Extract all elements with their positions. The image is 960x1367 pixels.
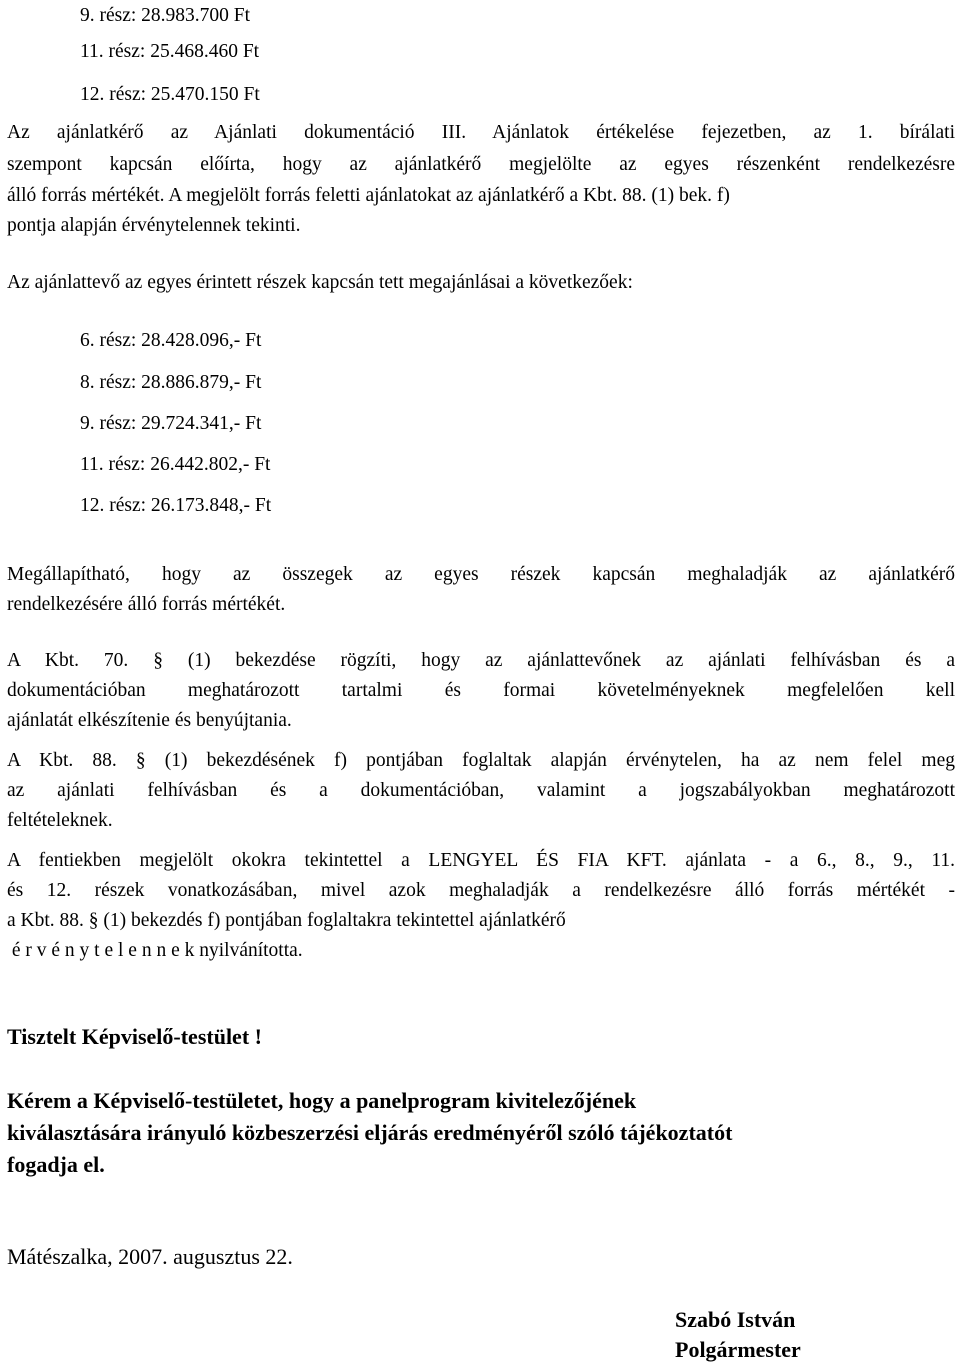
part-price-line: 9. rész: 28.983.700 Ft	[80, 5, 251, 26]
paragraph-line: szempont kapcsán előírta, hogy az ajánlatkérő megjelölte az egyes részenként rendelkezésre	[7, 154, 955, 175]
paragraph-line: pontja alapján érvénytelennek tekinti.	[7, 215, 301, 236]
offer-line: 11. rész: 26.442.802,- Ft	[80, 454, 271, 475]
offer-line: 9. rész: 29.724.341,- Ft	[80, 413, 262, 434]
signature-name: Szabó István	[675, 1307, 796, 1332]
request-line: Kérem a Képviselő-testületet, hogy a panelprogram kivitelezőjének	[7, 1088, 637, 1113]
paragraph-line: rendelkezésére álló forrás mértékét.	[7, 594, 286, 615]
paragraph-line: és 12. részek vonatkozásában, mivel azok meghaladják a rendelkezésre álló forrás mértékét -	[7, 880, 955, 901]
paragraph-line: Az ajánlattevő az egyes érintett részek kapcsán tett megajánlásai a következőek:	[7, 272, 633, 293]
request-line: fogadja el.	[7, 1152, 105, 1177]
offer-line: 8. rész: 28.886.879,- Ft	[80, 372, 262, 393]
paragraph-line: dokumentációban meghatározott tartalmi és formai követelményeknek megfelelően kell	[7, 680, 955, 701]
paragraph-line: Megállapítható, hogy az összegek az egyes részek kapcsán meghaladják az ajánlatkérő	[7, 564, 955, 585]
part-price-line: 11. rész: 25.468.460 Ft	[80, 41, 260, 62]
offer-line: 6. rész: 28.428.096,- Ft	[80, 330, 262, 351]
place-date: Mátészalka, 2007. augusztus 22.	[7, 1244, 293, 1269]
part-price-line: 12. rész: 25.470.150 Ft	[80, 84, 260, 105]
paragraph-line: A Kbt. 70. § (1) bekezdése rögzíti, hogy az ajánlattevőnek az ajánlati felhívásban és a	[7, 650, 955, 671]
paragraph-line: az ajánlati felhívásban és a dokumentációban, valamint a jogszabályokban meghatározott	[7, 780, 955, 801]
offer-line: 12. rész: 26.173.848,- Ft	[80, 495, 272, 516]
paragraph-line: Az ajánlatkérő az Ajánlati dokumentáció III. Ajánlatok értékelése fejezetben, az 1. bírálati	[7, 122, 955, 143]
paragraph-line: feltételeknek.	[7, 810, 113, 831]
paragraph-line: A Kbt. 88. § (1) bekezdésének f) pontjában foglaltak alapján érvénytelen, ha az nem felel meg	[7, 750, 955, 771]
salutation: Tisztelt Képviselő-testület !	[7, 1024, 262, 1049]
request-line: kiválasztására irányuló közbeszerzési eljárás eredményéről szóló tájékoztatót	[7, 1120, 733, 1145]
paragraph-line: é r v é n y t e l e n n e k nyilvánította.	[7, 940, 303, 961]
signature-title: Polgármester	[675, 1337, 801, 1362]
paragraph-line: a Kbt. 88. § (1) bekezdés f) pontjában foglaltakra tekintettel ajánlatkérő	[7, 910, 566, 931]
paragraph-line: álló forrás mértékét. A megjelölt forrás feletti ajánlatokat az ajánlatkérő a Kbt. 88. (1) bek. f)	[7, 185, 730, 206]
paragraph-line: A fentiekben megjelölt okokra tekintettel a LENGYEL ÉS FIA KFT. ajánlata - a 6., 8., 9., 11.	[7, 850, 955, 871]
paragraph-line: ajánlatát elkészítenie és benyújtania.	[7, 710, 292, 731]
